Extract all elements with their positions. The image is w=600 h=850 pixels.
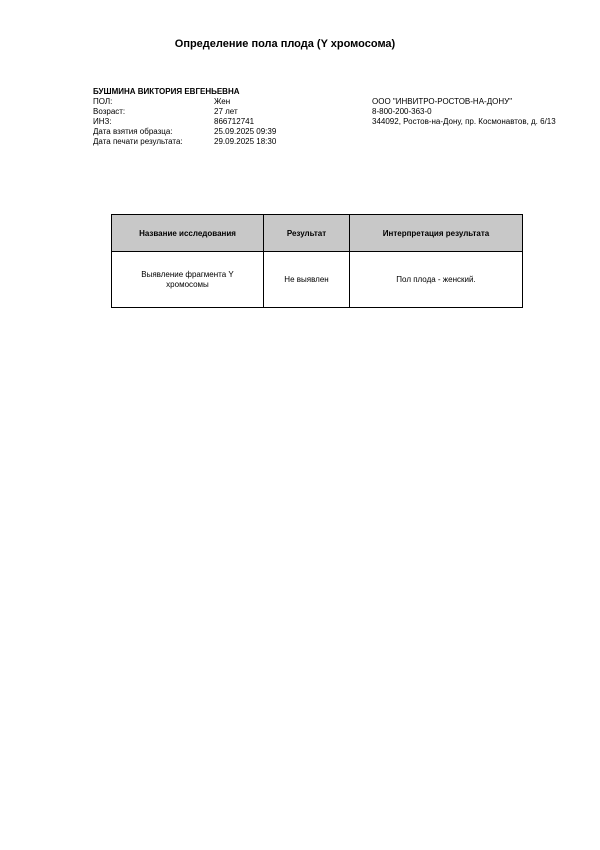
header-result: Результат	[264, 215, 350, 252]
info-value: Жен	[214, 97, 231, 106]
info-row-sample-date	[93, 127, 276, 137]
info-row-inz	[93, 117, 254, 127]
table-row	[112, 252, 523, 308]
info-value: 866712741	[214, 117, 255, 126]
info-label: ПОЛ:	[93, 97, 113, 106]
results-table	[111, 214, 523, 308]
patient-name: БУШМИНА ВИКТОРИЯ ЕВГЕНЬЕВНА	[93, 87, 240, 96]
header-interpretation: Интерпретация результата	[350, 215, 523, 252]
test-name-line: Выявление фрагмента Y	[141, 269, 234, 279]
info-row-age	[93, 107, 238, 117]
info-row-sex	[93, 97, 230, 107]
page-title: Определение пола плода (Y хромосома)	[174, 38, 396, 50]
header-test-name: Название исследования	[112, 215, 264, 252]
organization-address: 344092, Ростов-на-Дону, пр. Космонавтов, д. 6/13	[372, 117, 556, 126]
cell-result: Не выявлен	[264, 252, 350, 308]
cell-test-name	[112, 252, 264, 308]
info-label: ИНЗ:	[93, 117, 112, 126]
organization-name: ООО "ИНВИТРО-РОСТОВ-НА-ДОНУ"	[372, 97, 513, 106]
cell-interpretation: Пол плода - женский.	[350, 252, 523, 308]
table-header-row	[112, 215, 523, 252]
info-label: Дата печати результата:	[93, 137, 183, 146]
info-value: 29.09.2025 18:30	[214, 137, 277, 146]
info-value: 25.09.2025 09:39	[214, 127, 277, 136]
info-label: Возраст:	[93, 107, 126, 116]
info-row-print-date	[93, 137, 276, 147]
test-name-line: хромосомы	[166, 279, 209, 289]
info-label: Дата взятия образца:	[93, 127, 173, 136]
organization-phone: 8-800-200-363-0	[372, 107, 432, 116]
info-value: 27 лет	[214, 107, 238, 116]
